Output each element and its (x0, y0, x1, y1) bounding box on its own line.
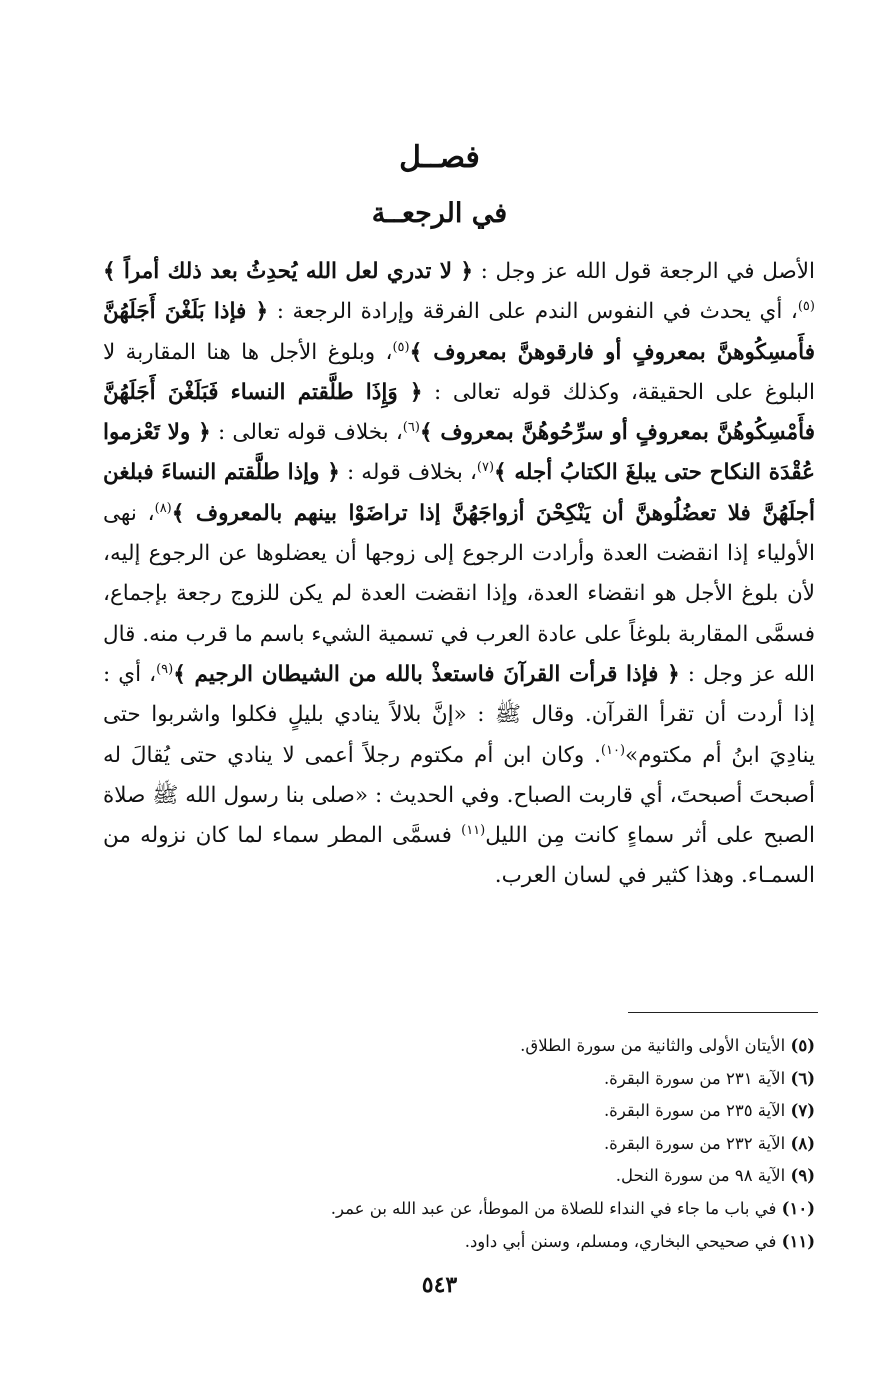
footnote-text: الآية ٢٣١ من سورة البقرة. (603, 1068, 786, 1088)
footnote-item (103, 1095, 815, 1128)
footnote-item (103, 1128, 815, 1161)
body-text-span: ، نهى الأولياء إذا انقضت العدة وأرادت الرجوع إلى زوجها أن يعضلوها عن الرجوع إليه، لأن بلوغ الأجل هو انقضاء العدة، وإذا انقضت العدة لم يكن للزوج رجعة بإجماع، فسمَّى المقاربة بلوغاً على عادة العرب في تسمية الشيء باسم ما قرب منه. قال الله عز وجل : (103, 500, 816, 687)
main-body-paragraph (103, 252, 815, 897)
quran-quote: ﴿ وإذا طلَّقتم النساءَ فبلغن أجلَهُنَّ فلا تعضُلُوهنَّ أن يَنْكِحْنَ أزواجَهُنَّ إذا تراضَوْا بينهم بالمعروف ﴾ (103, 460, 815, 526)
footnote-ref: (٦) (402, 420, 420, 436)
footnote-number: (١٠) (781, 1198, 815, 1218)
footnote-ref: (٨) (154, 500, 172, 516)
footnote-ref: (١١) (461, 823, 486, 838)
footnote-item (103, 1030, 815, 1063)
body-text-span: . وكان ابن أم مكتوم رجلاً أعمى لا ينادي حتى يُقالَ له أصبحتَ أصبحتَ، أي قاربت الصباح. وفي الحديث : «صلى بنا رسول الله ﷺ صلاة الصبح على أثر سماءٍ كانت مِن الليل (103, 742, 815, 849)
quran-quote: ﴿ فإذا قرأت القرآنَ فاستعذْ بالله من الشيطان الرجيم ﴾ (173, 661, 680, 687)
section-title: فصــل (399, 140, 480, 175)
footnote-ref: (٧) (476, 460, 495, 476)
quran-quote: ﴿ فإذا بَلَغْنَ أَجَلَهُنَّ فأَمسِكُوهنَّ بمعروفٍ أو فارقوهنَّ بمعروف ﴾ (103, 299, 815, 365)
body-text-span: ، بخلاف قوله : (339, 460, 477, 486)
footnote-ref: (٥) (797, 299, 815, 315)
footnote-text: في باب ما جاء في النداء للصلاة من الموطأ، عن عبد الله بن عمر. (330, 1198, 777, 1218)
footnote-number: (٧) (790, 1101, 815, 1121)
footnote-item (103, 1160, 815, 1193)
footnote-ref: (٥) (392, 339, 410, 355)
body-text-span: ، بخلاف قوله تعالى : (210, 420, 403, 446)
quran-quote: ﴿ وَإِذَا طلَّقتم النساء فَبَلَغْنَ أَجَلَهُنَّ فأَمْسِكُوهُنَّ بمعروفٍ أو سرِّحُوهُنَّ بمعروف ﴾ (103, 379, 815, 446)
body-text-span: الأصل في الرجعة قول الله عز وجل : (472, 259, 815, 284)
body-text-span: ، أي : إذا أردت أن تقرأ القرآن. وقال ﷺ : «إنَّ بلالاً ينادي بليلٍ فكلوا واشربوا حتى ينادِيَ ابنُ أم مكتوم» (103, 661, 815, 768)
footnote-text: الآية ٢٣٥ من سورة البقرة. (603, 1101, 786, 1121)
footnote-ref: (٩) (156, 661, 174, 677)
footnote-number: (٨) (790, 1133, 815, 1153)
body-text-span: ، أي يحدث في النفوس الندم على الفرقة وإرادة الرجعة : (268, 299, 798, 325)
quran-quote: ﴿ ولا تَعْزموا عُقْدَة النكاح حتى يبلغَ الكتابُ أجله ﴾ (103, 420, 815, 486)
page-number: ٥٤٣ (421, 1272, 458, 1298)
footnote-text: الأيتان الأولى والثانية من سورة الطلاق. (520, 1036, 786, 1055)
footnote-text: الآية ٢٣٢ من سورة البقرة. (603, 1133, 786, 1153)
footnote-separator (628, 1012, 818, 1013)
footnote-number: (٥) (790, 1036, 815, 1055)
quran-quote: ﴿ لا تدري لعل الله يُحدِثُ بعد ذلك أمراً ﴾ (103, 259, 473, 284)
footnote-number: (١١) (781, 1231, 815, 1251)
footnote-ref: (١٠) (600, 742, 626, 758)
body-text-span: فسمَّى المطر سماء لما كان نزوله من السمـاء. وهذا كثير في لسان العرب. (103, 823, 815, 889)
footnote-number: (٩) (790, 1166, 815, 1186)
footnote-item (103, 1193, 815, 1226)
footnote-text: الآية ٩٨ من سورة النحل. (615, 1166, 786, 1186)
footnotes-list (103, 1030, 815, 1258)
footnote-item (103, 1226, 815, 1259)
body-text-span: ، وبلوغ الأجل ها هنا المقاربة لا البلوغ على الحقيقة، وكذلك قوله تعالى : (103, 339, 815, 405)
footnote-text: في صحيحي البخاري، ومسلم، وسنن أبي داود. (464, 1231, 777, 1251)
footnote-item (103, 1063, 815, 1096)
footnote-number: (٦) (790, 1068, 815, 1088)
section-subtitle: في الرجعــة (371, 198, 508, 229)
